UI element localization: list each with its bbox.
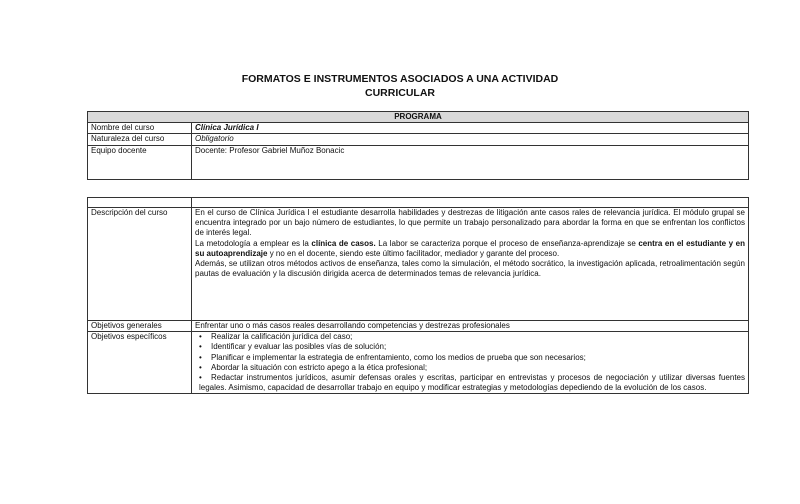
programa-header: PROGRAMA [88,112,749,123]
table-row [88,208,749,321]
bullet-icon: • [199,332,202,342]
document-title [0,72,800,100]
list-item [199,353,745,363]
title-line-1: FORMATOS E INSTRUMENTOS ASOCIADOS A UNA ACTIVIDAD [241,73,559,85]
bullet-icon: • [199,342,202,352]
list-item-text: Realizar la calificación jurídica del caso; [211,332,353,342]
list-item-text: Planificar e implementar la estrategia de enfrentamiento, como los medios de prueba que son necesarios; [211,352,586,362]
text-run-bold: clínica de casos. [311,238,376,248]
course-nature-value: Obligatorio [192,134,749,145]
programa-header-row [88,112,749,123]
description-paragraph [195,239,745,259]
text-run-bold: centra en el estudiante y en su autoaprendizaje [195,238,746,258]
list-item-text: Abordar la situación con estricto apego a la ética profesional; [211,362,428,372]
row-label: Descripción del curso [88,208,192,321]
description-paragraph: Además, se utilizan otros métodos activos de enseñanza, tales como la simulación, el método socrático, la investigación aplicada, retroalimentación según pautas de evaluación y la discusión dirigida acerca de determinados temas de relevancia jurídica. [195,259,745,279]
blank-cell [192,198,749,208]
table-row [88,145,749,179]
list-item [199,373,745,393]
list-item-text: Identificar y evaluar las posibles vías de solución; [211,342,387,352]
list-item [199,332,745,342]
table-row [88,123,749,134]
list-item [199,363,745,373]
row-label: Nombre del curso [88,123,192,134]
teaching-team-value: Docente: Profesor Gabriel Muñoz Bonacic [192,145,749,179]
specific-objectives-value [192,332,749,394]
row-label: Objetivos específicos [88,332,192,394]
list-item-text: Redactar instrumentos jurídicos, asumir defensas orales y escritas, participar en entrevistas y procesos de negociación y utilizar diversas fuentes legales. Asimismo, capacidad de desarrollar trabajo en equipo y modificar estrategias y metodologías depediendo de la evolución de los casos. [199,373,745,393]
course-description [192,208,749,321]
bullet-icon: • [199,373,202,383]
text-run: y no en el docente, siendo este último facilitador, mediador y garante del proceso. [267,248,560,258]
programa-table [87,111,749,180]
row-label: Naturaleza del curso [88,134,192,145]
row-label: Equipo docente [88,145,192,179]
bullet-icon: • [199,352,202,362]
blank-row [88,198,749,208]
title-line-2: CURRICULAR [365,87,435,99]
table-row [88,321,749,332]
text-run: La labor se caracteriza porque el proceso de enseñanza-aprendizaje se [375,238,639,248]
description-paragraph: En el curso de Clínica Jurídica I el estudiante desarrolla habilidades y destrezas de litigación ante casos rales de relevancia jurídica. El módulo grupal se encuentra integrado por un bajo número de estudiantes, lo que permite un trabajo personalizado para abordar la forma en que se enfrentan los conflictos de interés legal. [195,208,745,238]
table-row [88,134,749,145]
blank-cell [88,198,192,208]
bullet-icon: • [199,362,202,372]
text-run: La metodología a emplear es la [195,238,312,248]
detalle-table [87,197,749,394]
specific-objectives-list [195,332,745,393]
list-item [199,342,745,352]
row-label: Objetivos generales [88,321,192,332]
general-objectives-value: Enfrentar uno o más casos reales desarrollando competencias y destrezas profesionales [192,321,749,332]
table-row [88,332,749,394]
course-name-value: Clínica Jurídica I [192,123,749,134]
